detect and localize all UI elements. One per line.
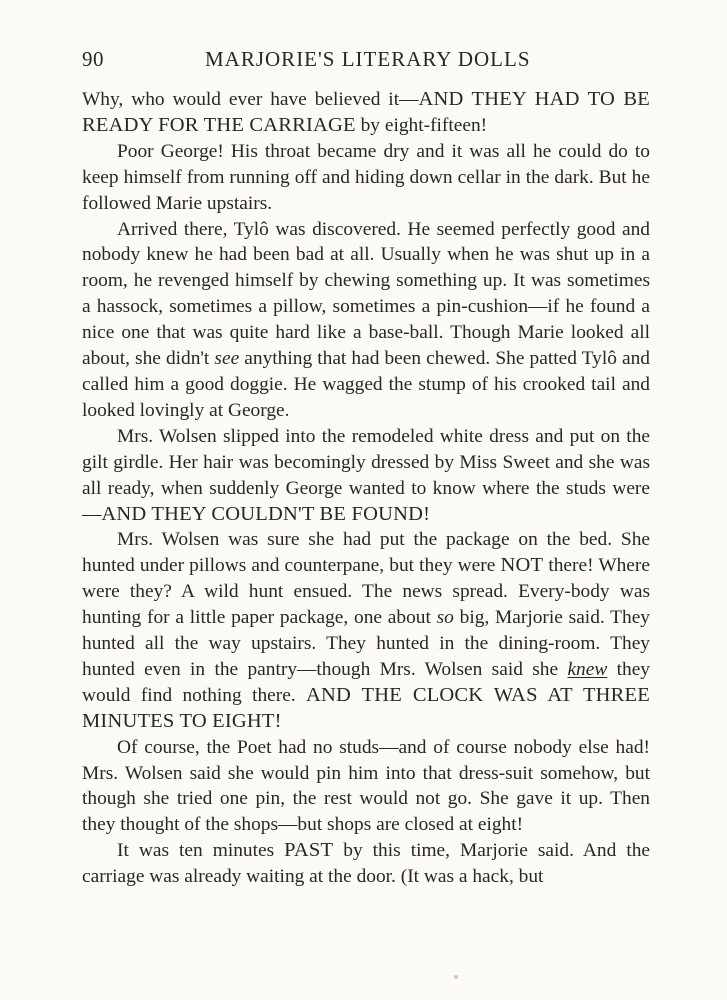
text-run: Why, who would ever have believed it— bbox=[82, 89, 419, 110]
text-run: Mrs. Wolsen was sure she had put the package on the bed. She hunted under pillows and counterpane, but they were bbox=[82, 529, 650, 577]
paragraph bbox=[82, 735, 650, 839]
paper-speck bbox=[454, 975, 458, 979]
capitals-run: AND THEY HAD TO BE READY FOR THE CARRIAGE bbox=[82, 88, 650, 136]
text-run: there! Where were they? A wild hunt ensued. The news spread. Every-body was hunting for a little paper package, one about bbox=[82, 555, 650, 629]
text-run: Poor George! His throat became dry and it was all he could do to keep himself from running off and hiding down cellar in the dark. But he followed Marie upstairs. bbox=[82, 140, 650, 214]
capitals-run: NOT bbox=[500, 554, 544, 577]
capitals-run: AND THE CLOCK WAS AT THREE MINUTES TO EIGHT! bbox=[82, 683, 650, 732]
paragraph bbox=[82, 87, 650, 139]
text-run: by this time, Marjorie said. And the carriage was already waiting at the door. (It was a hack, but bbox=[82, 840, 651, 888]
running-head bbox=[82, 47, 650, 75]
text-run: Mrs. Wolsen slipped into the remodeled white dress and put on the gilt girdle. Her hair was becomingly dressed by Miss Sweet and she was all ready, when suddenly George wanted to know where the studs were— bbox=[82, 425, 650, 525]
paragraph bbox=[82, 838, 650, 890]
text-run: anything that had been chewed. She patted Tylô and called him a good doggie. He wagged the stump of his crooked tail and looked lovingly at George. bbox=[82, 348, 650, 421]
emphasis-run: knew bbox=[567, 658, 608, 680]
paragraph bbox=[82, 217, 650, 424]
text-run: Of course, the Poet had no studs—and of course nobody else had! Mrs. Wolsen said she would pin him into that dress-suit somehow, but though she tried one pin, the rest would not go. She gave it up. Then they thought of the shops—but shops are closed at eight! bbox=[82, 736, 650, 836]
running-title: MARJORIE'S LITERARY DOLLS bbox=[205, 47, 531, 71]
paragraph bbox=[82, 424, 650, 528]
text-run: Arrived there, Tylô was discovered. He seemed perfectly good and nobody knew he had been bad at all. Usually when he was shut up in a room, he revenged himself by chewing something up. It was sometimes a hassock, sometimes a pillow, sometimes a pin-cushion—if he found a nice one that was quite hard like a base-ball. Though Marie looked all about, she didn't bbox=[82, 218, 650, 370]
text-run: they would find nothing there. bbox=[82, 658, 650, 706]
text-run: It was ten minutes bbox=[117, 840, 285, 862]
body-text bbox=[82, 87, 650, 890]
emphasis-run: so bbox=[436, 607, 454, 629]
capitals-run: PAST bbox=[284, 839, 334, 862]
emphasis-run: see bbox=[214, 348, 240, 370]
paragraph bbox=[82, 527, 650, 734]
page-number: 90 bbox=[82, 47, 104, 71]
paragraph bbox=[82, 139, 650, 217]
capitals-run: AND THEY COULDN'T BE FOUND! bbox=[101, 502, 431, 525]
text-run: by eight-fifteen! bbox=[355, 114, 488, 136]
text-run: big, Marjorie said. They hunted all the way upstairs. They hunted in the dining-room. They hunted even in the pantry—though Mrs. Wolsen said she bbox=[82, 607, 650, 680]
